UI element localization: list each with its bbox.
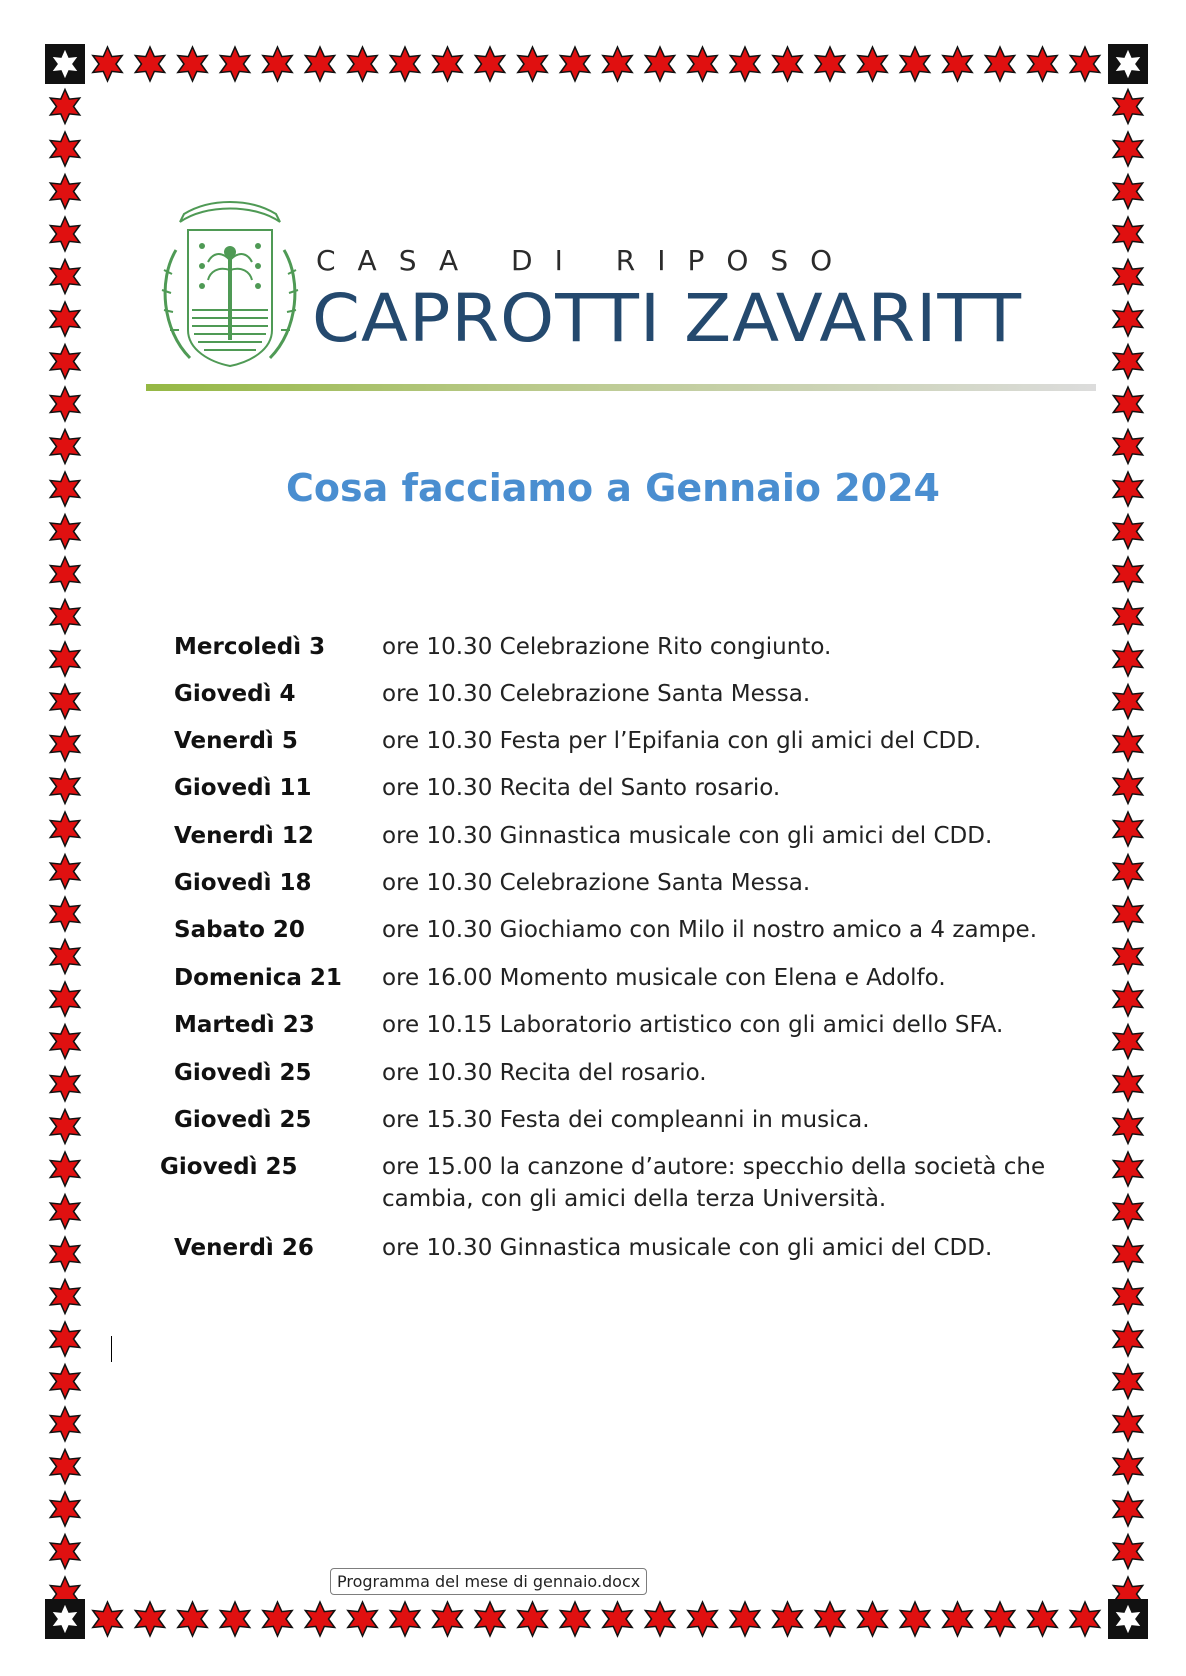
border-star-icon [1113,302,1142,336]
border-star-icon [50,600,79,634]
border-star-icon [943,47,972,81]
border-star-icon [135,47,164,81]
schedule-activity: ore 10.30 Celebrazione Rito congiunto. [382,634,832,660]
schedule-day: Martedì 23 [174,1012,315,1038]
border-star-icon [858,1602,887,1636]
border-star-icon [1113,387,1142,421]
border-star-icon [1113,982,1142,1016]
border-star-icon [1113,557,1142,591]
border-star-icon [1113,770,1142,804]
text-cursor [111,1336,112,1362]
border-star-icon [1113,940,1142,974]
logo-subtitle: CASA DI RIPOSO [316,244,855,277]
border-star-icon [50,1110,79,1144]
border-star-icon [1113,1450,1142,1484]
border-star-icon [560,47,589,81]
border-star-icon [50,1577,79,1611]
border-star-icon [1113,1110,1142,1144]
border-star-icon [50,685,79,719]
border-star-icon [1113,685,1142,719]
border-star-icon [1028,1602,1057,1636]
border-corner [45,44,85,84]
border-star-icon [1113,1365,1142,1399]
border-star-icon [560,1602,589,1636]
schedule-activity: ore 10.30 Celebrazione Santa Messa. [382,870,811,896]
border-star-icon [50,940,79,974]
border-star-icon [50,90,79,124]
border-corner-star-icon [51,48,79,80]
border-star-icon [50,217,79,251]
border-star-icon [348,47,377,81]
border-star-icon [50,642,79,676]
logo-underline [146,384,1096,391]
schedule-day: Giovedì 25 [160,1154,298,1180]
border-star-icon [1113,260,1142,294]
border-star-icon [50,175,79,209]
border-star-icon [1113,345,1142,379]
border-star-icon [390,47,419,81]
schedule-day: Venerdì 12 [174,823,314,849]
border-star-icon [50,1152,79,1186]
border-star-icon [220,47,249,81]
border-star-icon [50,132,79,166]
schedule-day: Sabato 20 [174,917,305,943]
border-star-icon [603,1602,632,1636]
border-star-icon [93,47,122,81]
border-corner-star-icon [1114,1603,1142,1635]
border-star-icon [1113,897,1142,931]
border-star-icon [645,47,674,81]
border-star-icon [50,1407,79,1441]
border-star-icon [1113,1407,1142,1441]
border-star-icon [348,1602,377,1636]
border-star-icon [1113,1535,1142,1569]
border-star-icon [50,430,79,464]
border-star-icon [815,47,844,81]
border-star-icon [220,1602,249,1636]
schedule-activity: ore 10.30 Recita del rosario. [382,1060,707,1086]
border-star-icon [1113,1025,1142,1059]
border-star-icon [50,1492,79,1526]
border-star-icon [1113,1322,1142,1356]
border-star-icon [1113,1195,1142,1229]
page-title: Cosa facciamo a Gennaio 2024 [285,466,940,510]
border-star-icon [50,557,79,591]
border-star-icon [1113,430,1142,464]
border-star-icon [475,1602,504,1636]
schedule-day: Domenica 21 [174,965,342,991]
border-star-icon [1113,1237,1142,1271]
border-star-icon [985,47,1014,81]
crest-emblem-icon [150,190,310,380]
border-star-icon [50,812,79,846]
border-star-icon [1113,1577,1142,1611]
border-star-icon [730,47,759,81]
border-star-icon [1113,727,1142,761]
schedule-activity: ore 10.30 Ginnastica musicale con gli amici del CDD. [382,1235,993,1261]
border-star-icon [1113,132,1142,166]
border-star-icon [50,897,79,931]
logo-name: CAPROTTI ZAVARITT [312,280,1023,357]
border-star-icon [50,1322,79,1356]
schedule-activity: ore 10.15 Laboratorio artistico con gli amici dello SFA. [382,1012,1004,1038]
border-star-icon [50,727,79,761]
border-star-icon [305,1602,334,1636]
border-star-icon [1113,1280,1142,1314]
border-corner [1108,1599,1148,1639]
border-star-icon [900,47,929,81]
border-star-icon [50,387,79,421]
border-star-icon [518,1602,547,1636]
border-star-icon [50,1450,79,1484]
border-star-icon [1113,642,1142,676]
border-star-icon [178,1602,207,1636]
border-star-icon [50,302,79,336]
border-star-icon [943,1602,972,1636]
border-star-icon [433,1602,462,1636]
border-star-icon [50,1365,79,1399]
border-star-icon [1113,855,1142,889]
schedule-day: Giovedì 11 [174,775,312,801]
border-star-icon [50,855,79,889]
border-star-icon [1113,90,1142,124]
schedule-activity: ore 10.30 Celebrazione Santa Messa. [382,681,811,707]
border-star-icon [1028,47,1057,81]
border-corner [45,1599,85,1639]
border-star-icon [93,1602,122,1636]
border-star-icon [390,1602,419,1636]
border-star-icon [1113,1152,1142,1186]
schedule-day: Mercoledì 3 [174,634,326,660]
border-star-icon [688,1602,717,1636]
border-star-icon [1113,515,1142,549]
schedule-day: Giovedì 18 [174,870,312,896]
border-star-icon [815,1602,844,1636]
border-star-icon [305,47,334,81]
border-star-icon [603,47,632,81]
border-star-icon [1113,1492,1142,1526]
file-name-label[interactable]: Programma del mese di gennaio.docx [330,1568,647,1595]
border-star-icon [475,47,504,81]
border-star-icon [263,1602,292,1636]
border-star-icon [50,260,79,294]
border-star-icon [1113,812,1142,846]
border-star-icon [50,345,79,379]
border-star-icon [50,1067,79,1101]
border-star-icon [50,770,79,804]
border-star-icon [773,47,802,81]
schedule-day: Giovedì 4 [174,681,296,707]
border-star-icon [730,1602,759,1636]
schedule-activity: ore 10.30 Festa per l’Epifania con gli amici del CDD. [382,728,982,754]
schedule-activity: ore 10.30 Giochiamo con Milo il nostro amico a 4 zampe. [382,917,1038,943]
border-star-icon [50,982,79,1016]
border-star-icon [433,47,462,81]
schedule-day: Venerdì 26 [174,1235,314,1261]
border-corner [1108,44,1148,84]
schedule-day: Venerdì 5 [174,728,298,754]
border-star-icon [1113,1067,1142,1101]
schedule-day: Giovedì 25 [174,1060,312,1086]
border-star-icon [50,1535,79,1569]
schedule-activity: ore 15.30 Festa dei compleanni in musica. [382,1107,870,1133]
border-corner-star-icon [1114,48,1142,80]
border-star-icon [178,47,207,81]
border-star-icon [518,47,547,81]
schedule-activity: ore 16.00 Momento musicale con Elena e Adolfo. [382,965,946,991]
border-star-icon [773,1602,802,1636]
border-star-icon [985,1602,1014,1636]
border-star-icon [50,1237,79,1271]
border-star-icon [50,1025,79,1059]
border-star-icon [1070,1602,1099,1636]
border-star-icon [1113,217,1142,251]
border-star-icon [1070,47,1099,81]
schedule-day: Giovedì 25 [174,1107,312,1133]
border-star-icon [1113,600,1142,634]
border-star-icon [263,47,292,81]
border-star-icon [858,47,887,81]
schedule-activity: ore 15.00 la canzone d’autore: specchio della società che cambia, con gli amici della terza Università. [382,1154,1046,1212]
border-star-icon [645,1602,674,1636]
border-star-icon [50,515,79,549]
border-star-icon [688,47,717,81]
schedule-activity: ore 10.30 Ginnastica musicale con gli amici del CDD. [382,823,993,849]
border-star-icon [50,1280,79,1314]
border-star-icon [135,1602,164,1636]
border-corner-star-icon [51,1603,79,1635]
border-star-icon [900,1602,929,1636]
border-star-icon [50,1195,79,1229]
border-star-icon [1113,175,1142,209]
schedule-activity: ore 10.30 Recita del Santo rosario. [382,775,781,801]
